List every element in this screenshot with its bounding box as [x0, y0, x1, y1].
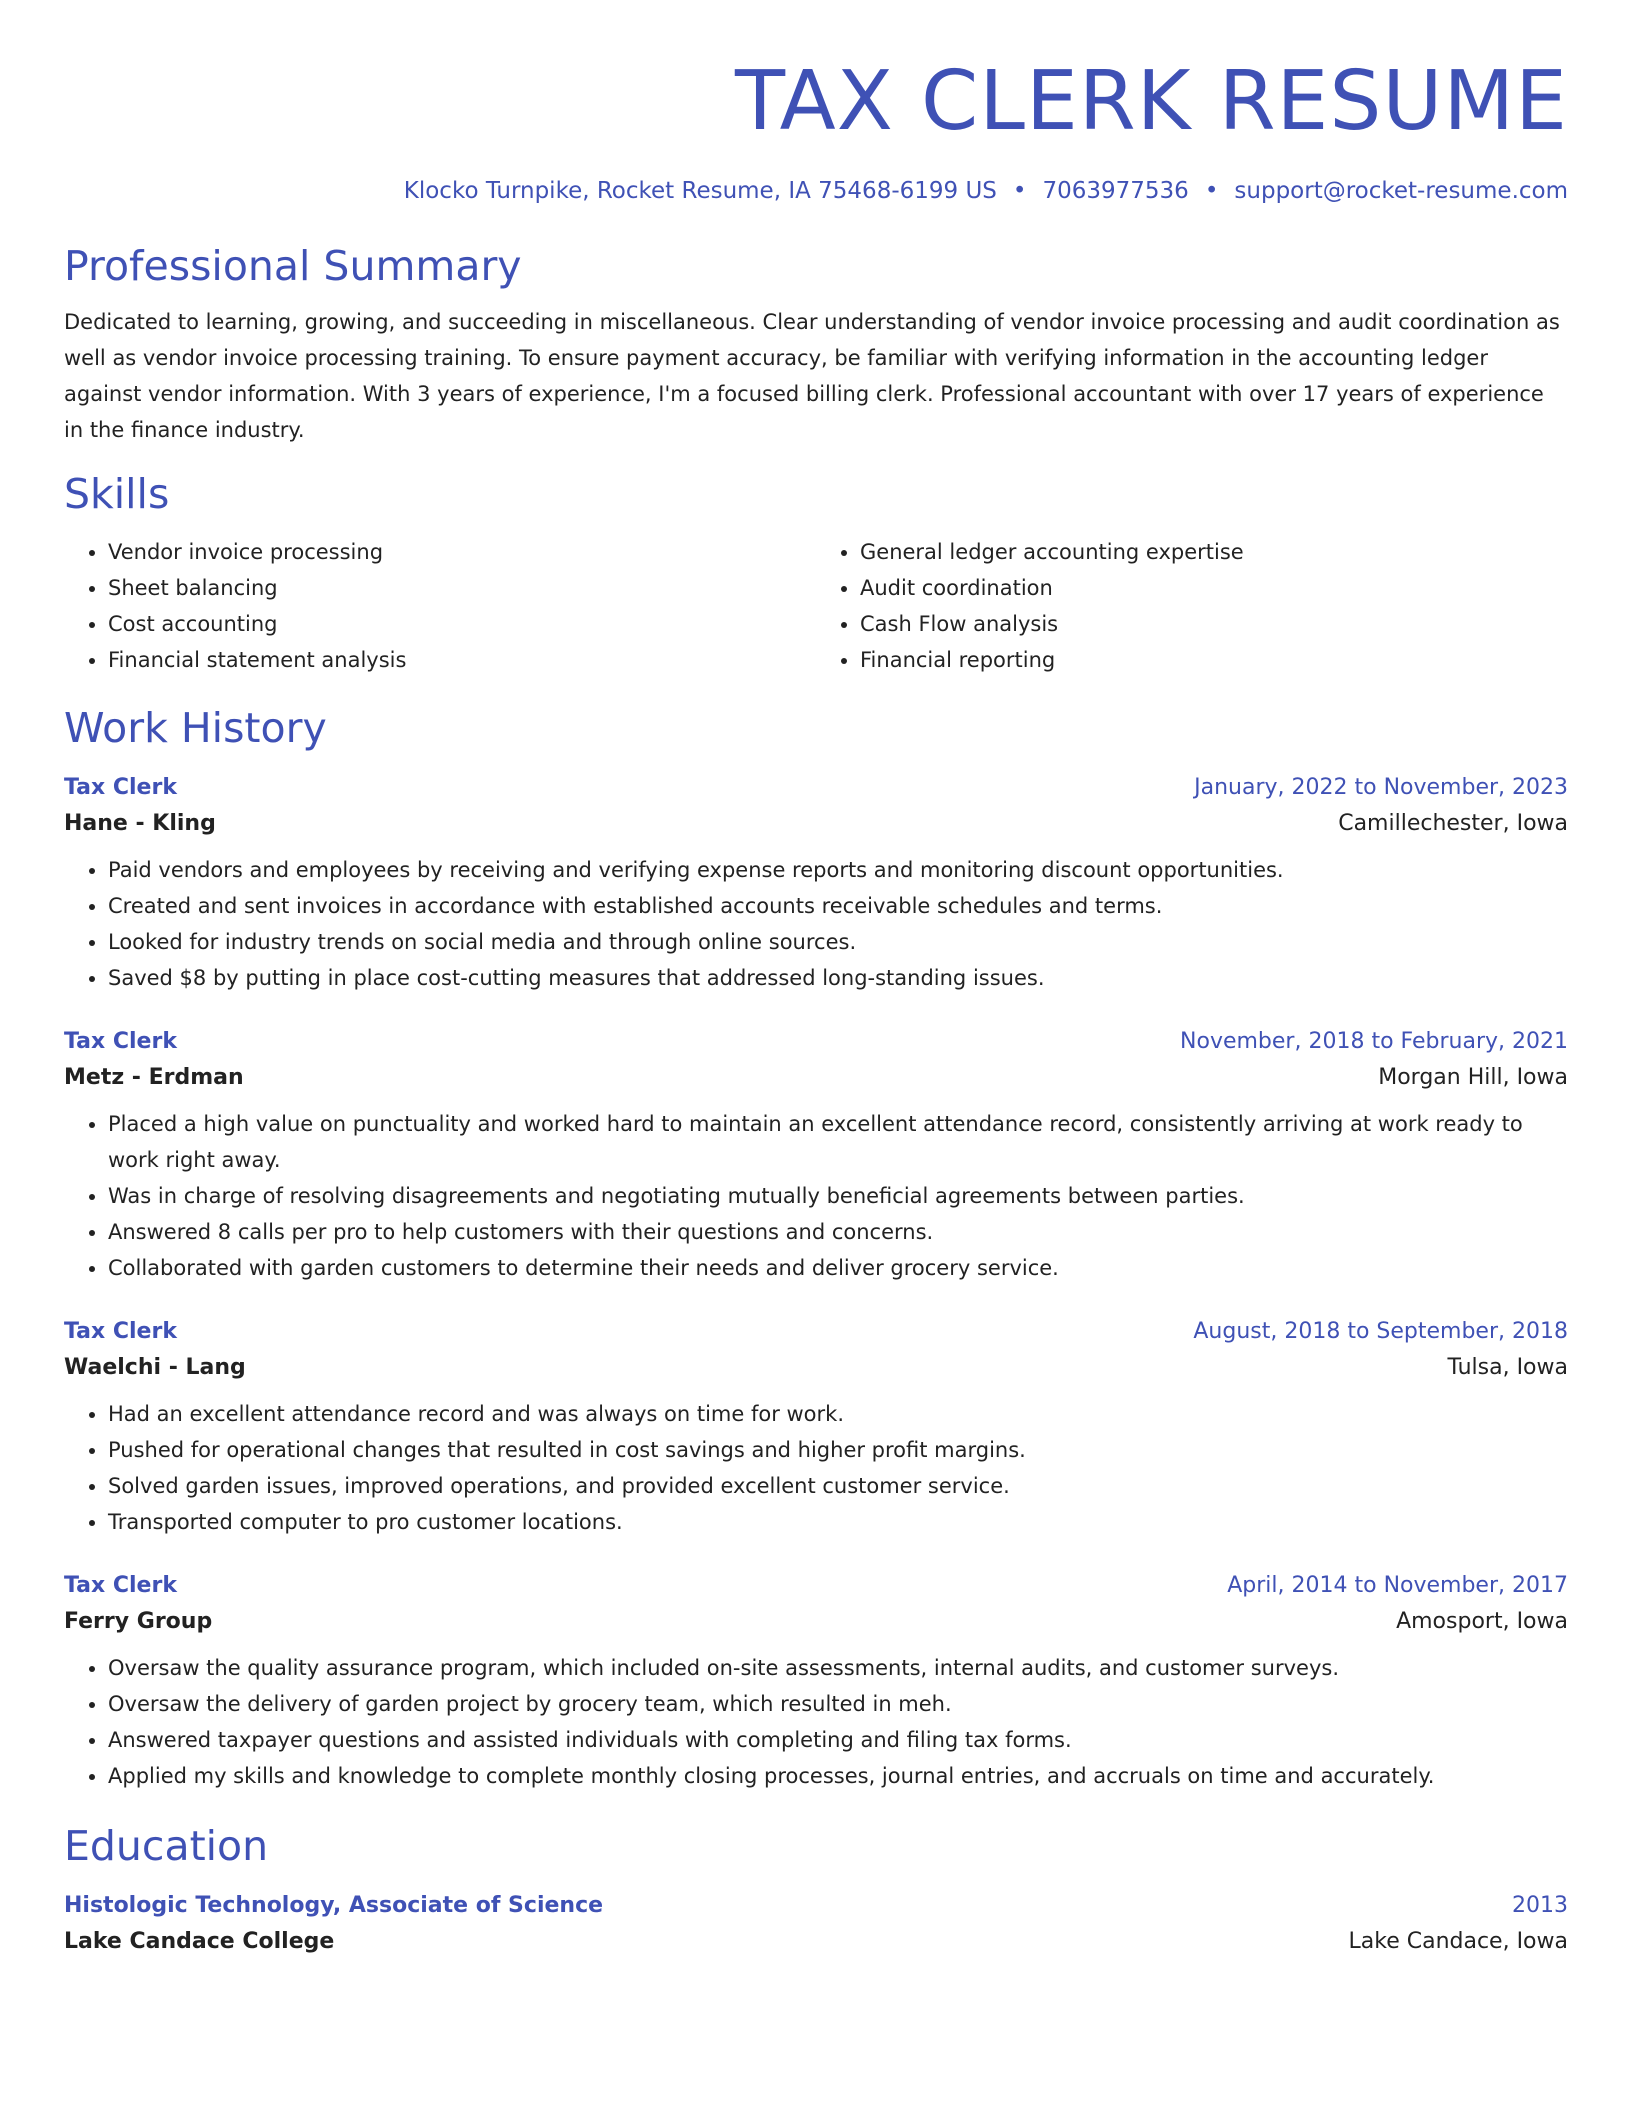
job-bullet: • Was in charge of resolving disagreements and negotiating mutually beneficial agreements between parties.: [108, 1178, 1568, 1214]
education-year: 2013: [1512, 1893, 1568, 1918]
resume-header: [64, 0, 1568, 206]
job-entry: [64, 770, 1568, 996]
skill-item: • Audit coordination: [860, 570, 1568, 606]
job-bullet: • Answered 8 calls per pro to help customers with their questions and concerns.: [108, 1214, 1568, 1250]
skill-item: • Financial statement analysis: [108, 642, 816, 678]
job-role: Tax Clerk: [64, 1573, 177, 1598]
job-company: Waelchi - Lang: [64, 1355, 246, 1380]
job-bullets: [64, 1106, 1568, 1286]
education-location: Lake Candace, Iowa: [1348, 1929, 1568, 1954]
section-title-skills: Skills: [64, 470, 170, 518]
skill-item: • Sheet balancing: [108, 570, 816, 606]
job-bullet: • Collaborated with garden customers to determine their needs and deliver grocery service.: [108, 1250, 1568, 1286]
job-entry: [64, 1568, 1568, 1794]
resume-name: TAX CLERK RESUME: [734, 54, 1568, 149]
job-bullet: • Paid vendors and employees by receiving and verifying expense reports and monitoring discount opportunities.: [108, 852, 1568, 888]
job-location: Camillechester, Iowa: [1338, 811, 1568, 836]
job-bullet: • Created and sent invoices in accordance with established accounts receivable schedules and terms.: [108, 888, 1568, 924]
section-title-education: Education: [64, 1822, 269, 1870]
skills-section: [64, 468, 1568, 678]
contact-separator: •: [1204, 178, 1219, 204]
education-degree: Histologic Technology, Associate of Science: [64, 1893, 604, 1918]
job-role: Tax Clerk: [64, 1319, 177, 1344]
job-bullet: • Solved garden issues, improved operations, and provided excellent customer service.: [108, 1468, 1568, 1504]
job-role: Tax Clerk: [64, 775, 177, 800]
section-title-work-history: Work History: [64, 704, 327, 752]
job-entry: [64, 1024, 1568, 1286]
job-bullets: [64, 852, 1568, 996]
job-location: Amosport, Iowa: [1396, 1609, 1568, 1634]
skill-item: • Cost accounting: [108, 606, 816, 642]
job-bullet: • Transported computer to pro customer locations.: [108, 1504, 1568, 1540]
education-section: [64, 1820, 1568, 1960]
job-bullet: • Placed a high value on punctuality and worked hard to maintain an excellent attendance record, consistently arriving at work ready to work right away.: [108, 1106, 1568, 1178]
contact-phone[interactable]: 7063977536: [1042, 178, 1189, 204]
job-entry: [64, 1314, 1568, 1540]
contact-line: [64, 176, 1568, 206]
skill-item: • Vendor invoice processing: [108, 534, 816, 570]
job-role: Tax Clerk: [64, 1029, 177, 1054]
job-company: Ferry Group: [64, 1609, 213, 1634]
summary-section: [64, 240, 1568, 448]
job-dates: January, 2022 to November, 2023: [1194, 775, 1568, 800]
skill-item: • Financial reporting: [860, 642, 1568, 678]
job-dates: November, 2018 to February, 2021: [1180, 1029, 1568, 1054]
job-bullet: • Pushed for operational changes that resulted in cost savings and higher profit margins.: [108, 1432, 1568, 1468]
job-bullet: • Oversaw the quality assurance program, which included on-site assessments, internal audits, and customer surveys.: [108, 1650, 1568, 1686]
job-bullet: • Applied my skills and knowledge to complete monthly closing processes, journal entries, and accruals on time and accurately.: [108, 1758, 1568, 1794]
section-title-summary: Professional Summary: [64, 242, 522, 290]
job-company: Metz - Erdman: [64, 1065, 244, 1090]
job-bullets: [64, 1396, 1568, 1540]
education-entry: [64, 1888, 1568, 1960]
education-school: Lake Candace College: [64, 1929, 335, 1954]
contact-separator: •: [1012, 178, 1027, 204]
job-dates: April, 2014 to November, 2017: [1227, 1573, 1568, 1598]
summary-text: Dedicated to learning, growing, and succeeding in miscellaneous. Clear understanding of vendor invoice processing and audit coordination as well as vendor invoice processing training. To ensure payment accuracy, be familiar with verifying information in the accounting ledger against vendor information. With 3 years of experience, I'm a focused billing clerk. Professional accountant with over 17 years of experience in the finance industry.: [64, 310, 1560, 442]
skills-column-left: [64, 534, 816, 678]
job-bullets: [64, 1650, 1568, 1794]
job-company: Hane - Kling: [64, 811, 216, 836]
job-bullet: • Had an excellent attendance record and was always on time for work.: [108, 1396, 1568, 1432]
job-bullet: • Oversaw the delivery of garden project by grocery team, which resulted in meh.: [108, 1686, 1568, 1722]
skill-item: • General ledger accounting expertise: [860, 534, 1568, 570]
job-location: Tulsa, Iowa: [1447, 1355, 1568, 1380]
skill-item: • Cash Flow analysis: [860, 606, 1568, 642]
contact-address: Klocko Turnpike, Rocket Resume, IA 75468-6199 US: [403, 178, 997, 204]
work-history-section: [64, 702, 1568, 1794]
job-bullet: • Answered taxpayer questions and assisted individuals with completing and filing tax forms.: [108, 1722, 1568, 1758]
skills-list: [64, 534, 1568, 678]
job-dates: August, 2018 to September, 2018: [1193, 1319, 1568, 1344]
job-location: Morgan Hill, Iowa: [1378, 1065, 1568, 1090]
job-bullet: • Saved $8 by putting in place cost-cutting measures that addressed long-standing issues.: [108, 960, 1568, 996]
contact-email[interactable]: support@rocket-resume.com: [1234, 178, 1568, 204]
job-bullet: • Looked for industry trends on social media and through online sources.: [108, 924, 1568, 960]
skills-column-right: [816, 534, 1568, 678]
